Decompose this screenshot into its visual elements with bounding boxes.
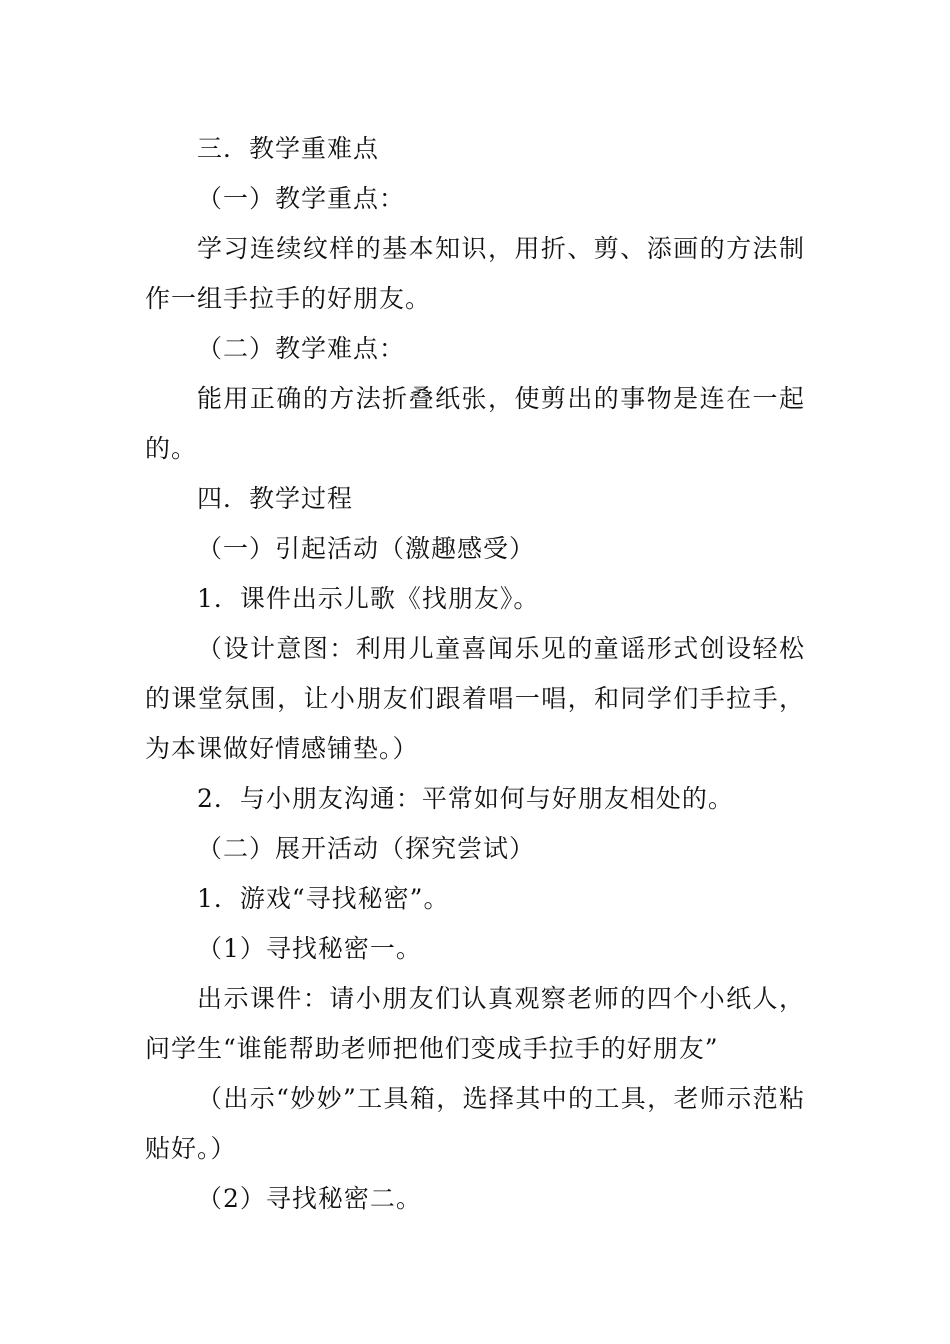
paragraph-courseware: 出示课件：请小朋友们认真观察老师的四个小纸人，问学生“谁能帮助老师把他们变成手拉手的好朋友” [145, 984, 805, 1063]
section-heading-teaching-process: 四．教学过程 [197, 484, 354, 513]
list-item-song: 1．课件出示儿歌《找朋友》。 [197, 584, 540, 613]
list-item-secret-one: （1）寻找秘密一。 [197, 934, 422, 963]
subheading-teaching-difficulty: （二）教学难点： [197, 334, 406, 363]
paragraph-toolbox: （出示“妙妙”工具箱，选择其中的工具，老师示范粘贴好。） [145, 1084, 805, 1163]
paragraph-design-intent: （设计意图：利用儿童喜闻乐见的童谣形式创设轻松的课堂氛围，让小朋友们跟着唱一唱，和同学们手拉手，为本课做好情感铺垫。） [145, 634, 805, 763]
paragraph-teaching-focus: 学习连续纹样的基本知识，用折、剪、添画的方法制作一组手拉手的好朋友。 [145, 234, 805, 313]
list-item-game: 1．游戏“寻找秘密”。 [197, 884, 450, 913]
list-item-communication: 2．与小朋友沟通：平常如何与好朋友相处的。 [197, 784, 734, 813]
list-item-secret-two: （2）寻找秘密二。 [197, 1184, 422, 1213]
subheading-activity-start: （一）引起活动（激趣感受） [197, 534, 536, 563]
paragraph-teaching-difficulty: 能用正确的方法折叠纸张，使剪出的事物是连在一起的。 [145, 384, 805, 463]
section-heading-key-points: 三．教学重难点 [197, 134, 380, 163]
subheading-teaching-focus: （一）教学重点： [197, 184, 406, 213]
document-body [145, 124, 805, 1224]
subheading-activity-expand: （二）展开活动（探究尝试） [197, 834, 536, 863]
